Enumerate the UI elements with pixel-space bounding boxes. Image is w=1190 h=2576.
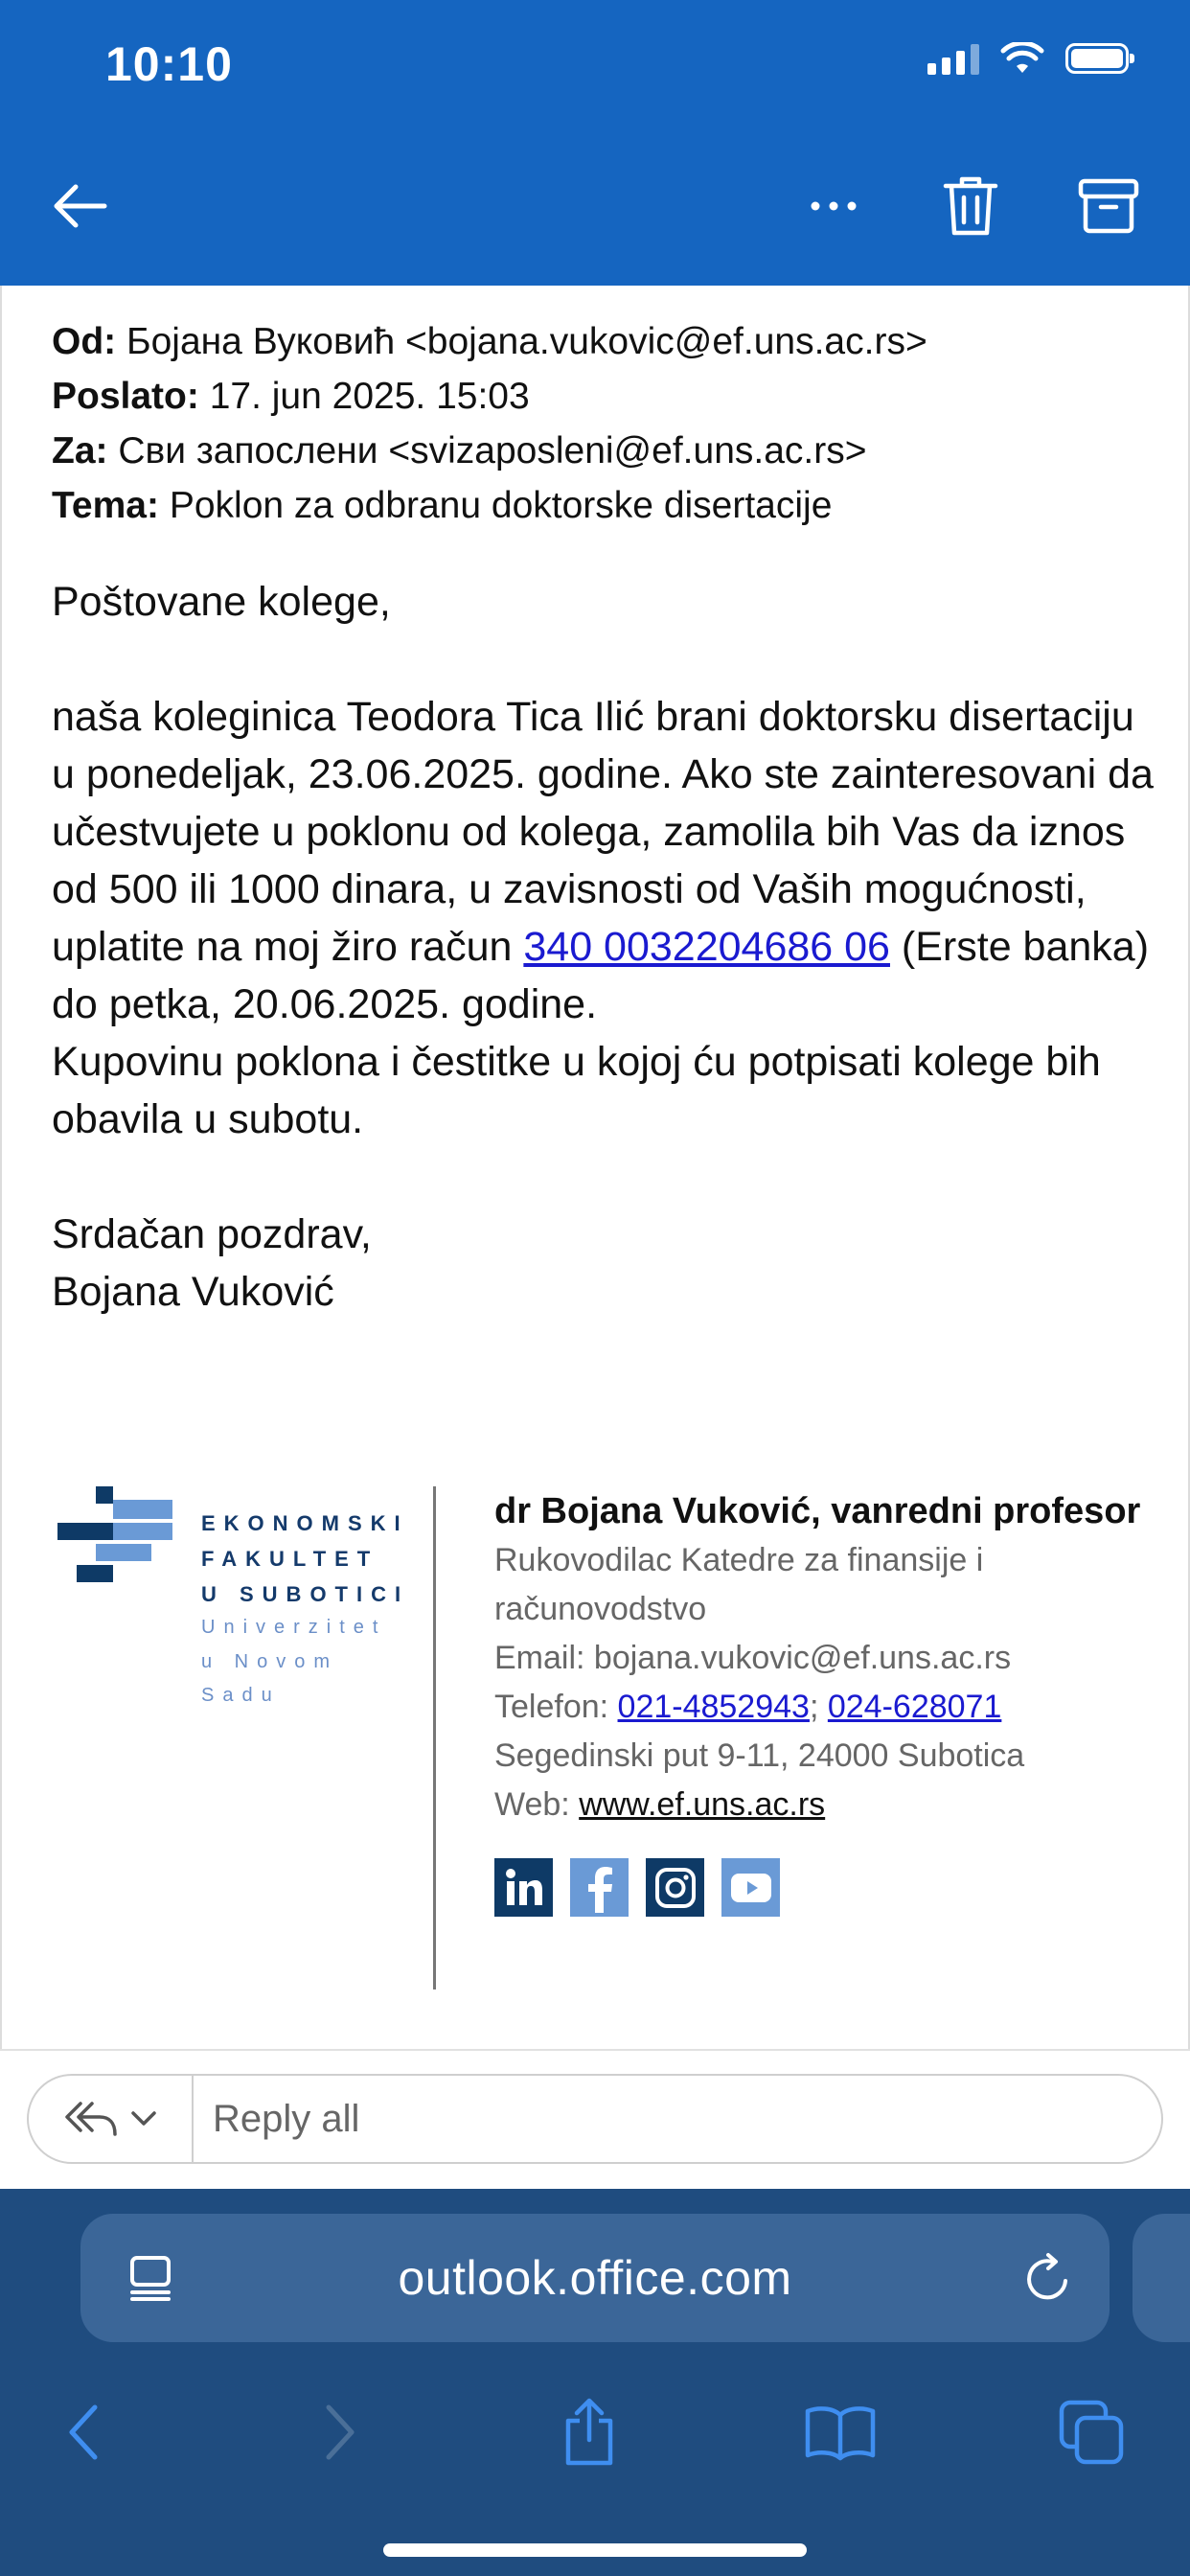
next-tab-peek[interactable] [1133, 2214, 1190, 2342]
from-line [52, 314, 927, 369]
signature-name: dr Bojana Vuković, vanredni profesor [494, 1491, 1141, 1531]
delete-button[interactable] [937, 172, 1004, 240]
back-icon [66, 2404, 101, 2461]
sent-value: 17. jun 2025. 15:03 [209, 376, 530, 417]
email-view [0, 286, 1190, 2049]
browser-nav [0, 2384, 1190, 2499]
sent-line [52, 369, 927, 424]
reply-bar [0, 2049, 1190, 2189]
logo-title: EKONOMSKI FAKULTET U SUBOTICI [201, 1511, 410, 1606]
social-links [494, 1858, 1146, 1917]
to-label: Za: [52, 430, 108, 472]
greeting: Poštovane kolege, [52, 579, 391, 625]
reload-icon[interactable] [1023, 2252, 1073, 2304]
share-button[interactable] [546, 2384, 632, 2480]
back-button[interactable] [46, 172, 113, 240]
logo-mark-icon [57, 1486, 177, 1587]
reply-options-button[interactable] [29, 2076, 194, 2162]
phone-link-1[interactable]: 021-4852943 [617, 1689, 810, 1725]
browser-forward-button[interactable] [297, 2384, 383, 2480]
bookmarks-button[interactable] [797, 2384, 883, 2480]
website-link[interactable]: www.ef.uns.ac.rs [579, 1786, 826, 1823]
sent-label: Poslato: [52, 376, 199, 417]
email-body [52, 573, 1154, 1321]
from-label: Od: [52, 321, 117, 362]
more-horizontal-icon [810, 200, 858, 212]
signature-phone: Telefon: 021-4852943; 024-628071 [494, 1689, 1002, 1725]
archive-icon [1078, 177, 1139, 235]
to-line [52, 424, 927, 478]
reply-all-icon [63, 2098, 121, 2140]
bookmarks-icon [804, 2404, 877, 2461]
tabs-icon [1058, 2399, 1125, 2466]
signature-details [494, 1486, 1146, 1917]
paragraph-1 [52, 688, 1154, 1033]
paragraph-1-text-b: (Erste banka) do petka, 20.06.2025. godine. [52, 924, 1150, 1027]
faculty-logo [57, 1486, 431, 1706]
email-headers [52, 314, 927, 533]
page-menu-icon[interactable] [126, 2254, 174, 2302]
archive-button[interactable] [1075, 172, 1142, 240]
share-icon [561, 2398, 618, 2467]
linkedin-icon[interactable] [494, 1858, 553, 1917]
reply-pill [27, 2074, 1163, 2164]
phone-link-2[interactable]: 024-628071 [827, 1689, 1002, 1725]
email-signature [52, 1486, 1144, 2023]
status-time: 10:10 [105, 37, 233, 91]
instagram-icon[interactable] [646, 1858, 704, 1917]
url-text: outlook.office.com [398, 2251, 792, 2305]
browser-back-button[interactable] [40, 2384, 126, 2480]
status-icons [927, 42, 1129, 75]
battery-icon [1065, 43, 1129, 74]
facebook-icon[interactable] [570, 1858, 629, 1917]
signature-address: Segedinski put 9-11, 24000 Subotica [494, 1737, 1025, 1774]
signature-email: Email: bojana.vukovic@ef.uns.ac.rs [494, 1640, 1012, 1676]
more-button[interactable] [800, 172, 867, 240]
signature-role: Rukovodilac Katedre za finansije i računovodstvo [494, 1542, 984, 1627]
signature-divider [433, 1486, 436, 1990]
browser-toolbar [0, 2189, 1190, 2576]
app-header [0, 0, 1190, 286]
account-number-link[interactable]: 340 0032204686 06 [523, 924, 890, 970]
forward-icon [323, 2404, 357, 2461]
trash-icon [943, 174, 998, 238]
home-indicator [383, 2543, 807, 2557]
wifi-icon [1000, 42, 1044, 75]
chevron-down-icon [130, 2110, 157, 2128]
sender-name: Bojana Vuković [52, 1269, 334, 1315]
subject-label: Tema: [52, 485, 159, 526]
youtube-icon[interactable] [721, 1858, 780, 1917]
paragraph-2: Kupovinu poklona i čestitke u kojoj ću potpisati kolege bih obavila u subotu. [52, 1039, 1101, 1142]
cellular-signal-icon [927, 42, 979, 75]
closing: Srdačan pozdrav, [52, 1211, 372, 1257]
subject-line [52, 478, 927, 533]
reply-all-input[interactable] [194, 2097, 1077, 2142]
arrow-left-icon [51, 182, 108, 230]
address-bar[interactable] [80, 2214, 1110, 2342]
to-value: Сви запослени <svizaposleni@ef.uns.ac.rs> [118, 430, 867, 472]
paragraph-1-text-a: naša koleginica Teodora Tica Ilić brani doktorsku disertaciju u ponedeljak, 23.06.2025. godine. Ako ste zainteresovani da učestvujete u poklonu od kolega, zamolila bih Vas da iznos od 500 ili 1000 dinara, u zavisnosti od Vaših mogućnosti, uplatite na moj žiro račun [52, 694, 1154, 970]
logo-subtitle-2: u Novom Sadu [201, 1651, 339, 1706]
subject-value: Poklon za odbranu doktorske disertacije [169, 485, 833, 526]
logo-subtitle: Univerzitet [201, 1617, 387, 1638]
signature-web: Web: www.ef.uns.ac.rs [494, 1786, 826, 1823]
from-value: Бојана Вуковић <bojana.vukovic@ef.uns.ac.rs> [126, 321, 927, 362]
tabs-button[interactable] [1048, 2384, 1134, 2480]
